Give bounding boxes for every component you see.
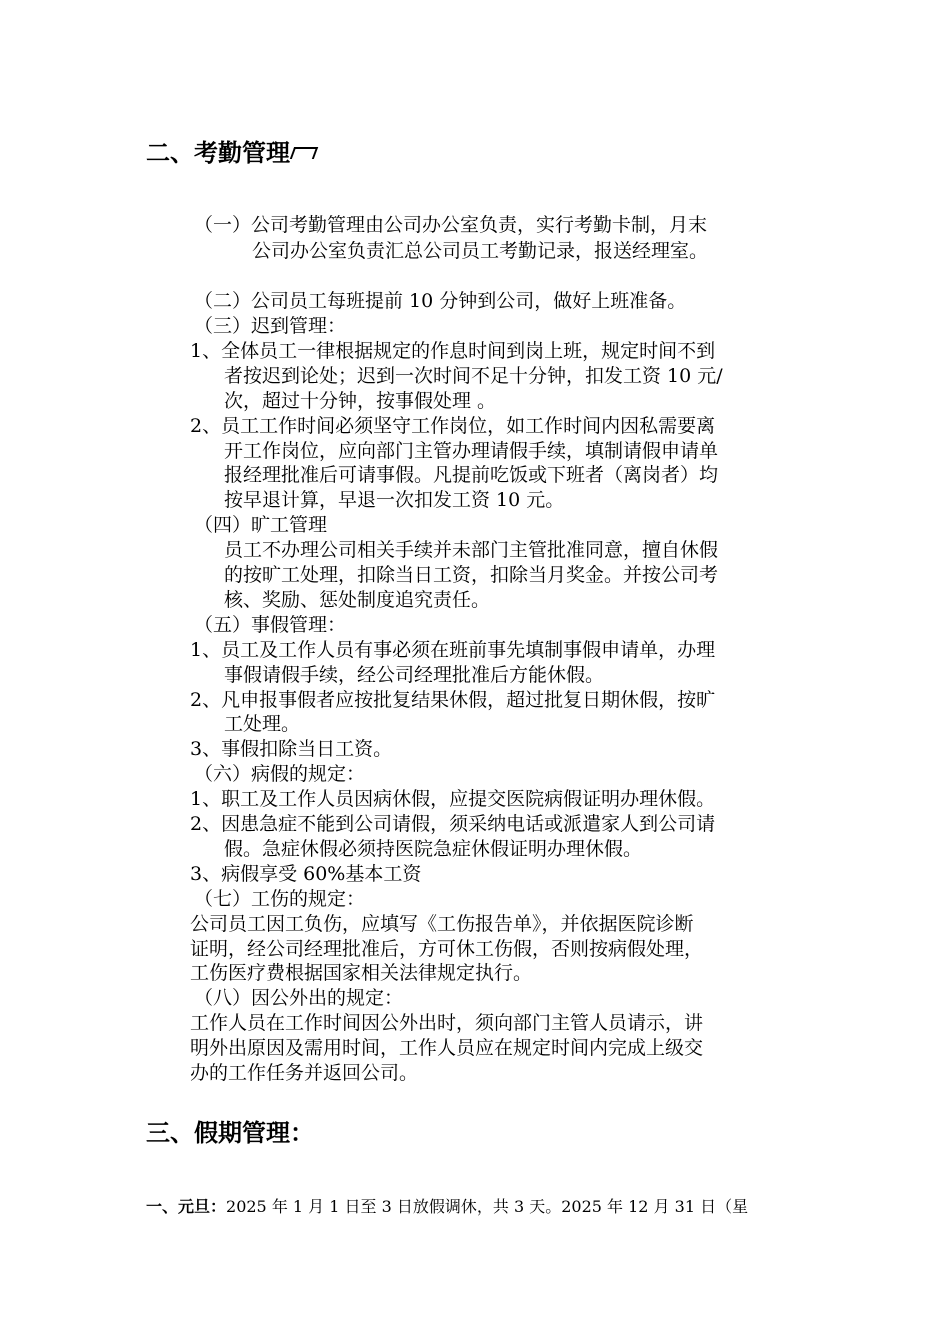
attendance-title-text: 二、考勤管理	[146, 139, 290, 167]
late-item-1-line-2: 者按迟到论处；迟到一次时间不足十分钟，扣发工资 10 元/	[224, 365, 723, 387]
holiday-section-title: 三、假期管理：	[146, 1119, 314, 1147]
clause-8-heading: （八）因公外出的规定：	[194, 987, 404, 1009]
new-year-holiday-line	[146, 1196, 748, 1218]
clause-4-heading: （四）旷工管理	[194, 514, 328, 536]
business-trip-line-2: 明外出原因及需用时间，工作人员应在规定时间内完成上级交	[190, 1037, 704, 1059]
sick-leave-item-1: 1、职工及工作人员因病休假，应提交医院病假证明办理休假。	[190, 788, 716, 810]
sick-leave-item-2-line-1: 2、因患急症不能到公司请假，须采纳电话或派遣家人到公司请	[190, 813, 716, 835]
clause-3-heading: （三）迟到管理：	[194, 315, 347, 337]
personal-leave-item-1-line-2: 事假请假手续，经公司经理批准后方能休假。	[224, 664, 605, 686]
personal-leave-item-3: 3、事假扣除当日工资。	[190, 738, 393, 760]
heading-mark-icon	[290, 147, 318, 159]
business-trip-line-1: 工作人员在工作时间因公外出时，须向部门主管人员请示，讲	[190, 1012, 704, 1034]
attendance-section-title	[146, 138, 316, 168]
injury-line-1: 公司员工因工负伤，应填写《工伤报告单》，并依据医院诊断	[190, 913, 694, 935]
late-item-1-line-3: 次，超过十分钟，按事假处理 。	[224, 390, 497, 412]
clause-1-line-2: 公司办公室负责汇总公司员工考勤记录，报送经理室。	[252, 240, 709, 262]
clause-2: （二）公司员工每班提前 10 分钟到公司，做好上班准备。	[194, 290, 687, 312]
late-item-2-line-1: 2、员工工作时间必须坚守工作岗位，如工作时间内因私需要离	[190, 415, 716, 437]
personal-leave-item-2-line-1: 2、凡申报事假者应按批复结果休假，超过批复日期休假，按旷	[190, 689, 716, 711]
clause-1-line-1: （一）公司考勤管理由公司办公室负责，实行考勤卡制，月末	[194, 214, 708, 236]
injury-line-2: 证明，经公司经理批准后，方可休工伤假，否则按病假处理，	[190, 938, 704, 960]
business-trip-line-3: 办的工作任务并返回公司。	[190, 1062, 419, 1084]
sick-leave-item-3: 3、病假享受 60%基本工资	[190, 863, 422, 885]
clause-6-heading: （六）病假的规定：	[194, 763, 366, 785]
sick-leave-item-2-line-2: 假。急症休假必须持医院急症休假证明办理休假。	[224, 838, 643, 860]
late-item-2-line-4: 按早退计算，早退一次扣发工资 10 元。	[224, 489, 565, 511]
late-item-2-line-3: 报经理批准后可请事假。凡提前吃饭或下班者（离岗者）均	[224, 464, 719, 486]
absence-line-3: 核、奖励、惩处制度追究责任。	[224, 589, 491, 611]
absence-line-2: 的按旷工处理，扣除当日工资，扣除当月奖金。并按公司考	[224, 564, 719, 586]
new-year-label: 一、元旦：	[146, 1197, 227, 1216]
clause-5-heading: （五）事假管理：	[194, 614, 347, 636]
late-item-1-line-1: 1、全体员工一律根据规定的作息时间到岗上班，规定时间不到	[190, 340, 716, 362]
clause-7-heading: （七）工伤的规定：	[194, 888, 366, 910]
personal-leave-item-1-line-1: 1、员工及工作人员有事必须在班前事先填制事假申请单，办理	[190, 639, 716, 661]
personal-leave-item-2-line-2: 工处理。	[224, 713, 301, 735]
late-item-2-line-2: 开工作岗位，应向部门主管办理请假手续，填制请假申请单	[224, 440, 719, 462]
injury-line-3: 工伤医疗费根据国家相关法律规定执行。	[190, 962, 533, 984]
absence-line-1: 员工不办理公司相关手续并未部门主管批准同意，擅自休假	[224, 539, 719, 561]
new-year-text: 2025 年 1 月 1 日至 3 日放假调休，共 3 天。2025 年 12 月 31 日（星	[226, 1197, 749, 1216]
